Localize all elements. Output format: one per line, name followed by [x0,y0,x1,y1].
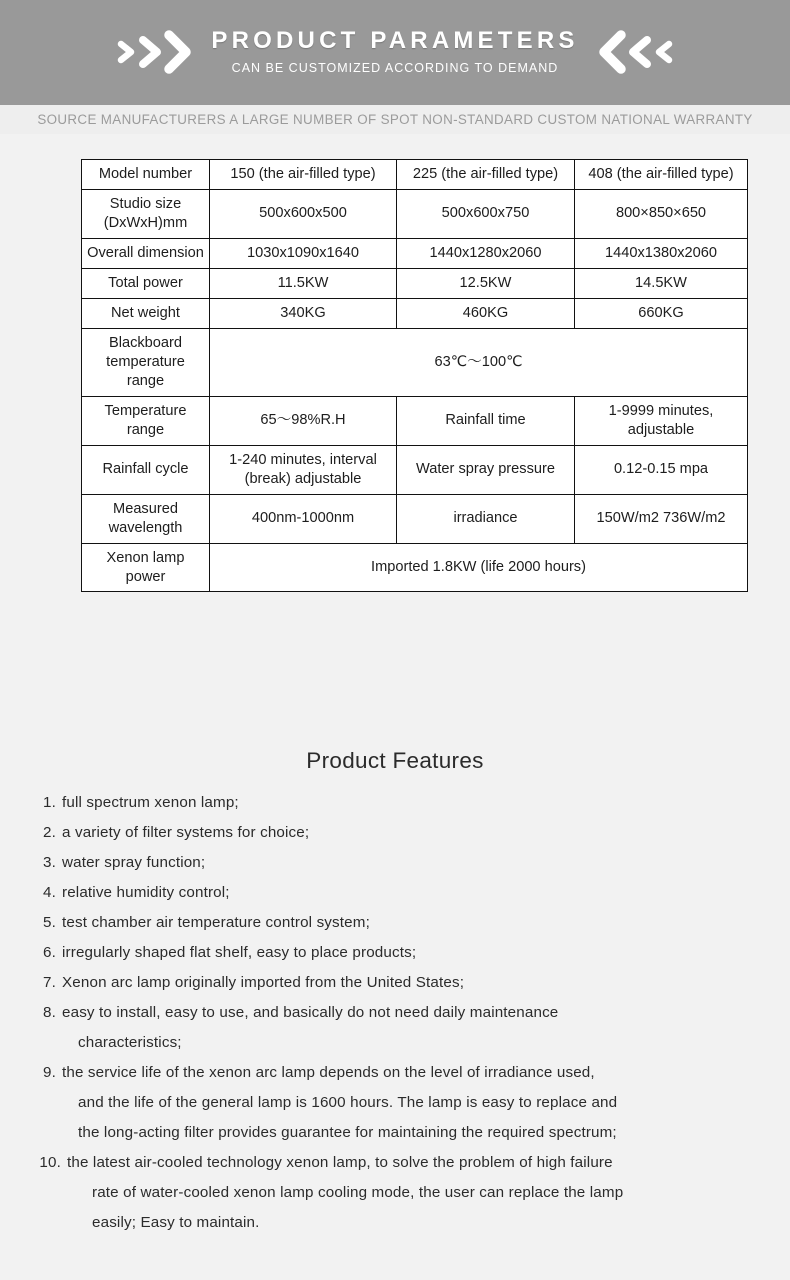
table-cell: 65～98%R.H [210,396,397,445]
feature-item-number: 3. [43,854,56,871]
table-row-header-cell: Net weight [82,298,210,328]
table-cell: 400nm-1000nm [210,494,397,543]
specification-table-container [81,159,734,592]
feature-item-line: a variety of filter systems for choice; [62,824,310,841]
table-cell: Water spray pressure [397,445,575,494]
feature-item-text [62,1058,770,1148]
specification-table [81,159,748,592]
feature-item-text [62,788,770,818]
feature-item-text [62,818,770,848]
feature-list-item [30,968,770,998]
table-cell: Imported 1.8KW (life 2000 hours) [210,543,748,592]
feature-item-number: 4. [43,884,56,901]
feature-item-line: rate of water-cooled xenon lamp cooling mode, the user can replace the lamp [92,1184,624,1201]
table-cell: 150 (the air-filled type) [210,160,397,190]
table-row [82,238,748,268]
feature-list-item [30,788,770,818]
table-row [82,543,748,592]
tagline-strip [0,105,790,134]
table-cell: 340KG [210,298,397,328]
specification-table-body [82,160,748,592]
table-cell: 500x600x750 [397,189,575,238]
chevron-left-triple-icon [597,29,673,75]
table-row [82,328,748,396]
table-cell: 500x600x500 [210,189,397,238]
chevron-right-triple-icon [117,29,193,75]
product-features-heading: Product Features [306,748,484,773]
table-cell: 14.5KW [575,268,748,298]
feature-item-line: the service life of the xenon arc lamp depends on the level of irradiance used, [62,1064,595,1081]
table-row-header-cell: Model number [82,160,210,190]
table-cell: 460KG [397,298,575,328]
feature-item-line: relative humidity control; [62,884,230,901]
table-row-header-cell: Overall dimension [82,238,210,268]
feature-item-text [67,1148,770,1238]
banner-subtitle: CAN BE CUSTOMIZED ACCORDING TO DEMAND [231,60,559,75]
feature-list-item [30,908,770,938]
table-cell: 225 (the air-filled type) [397,160,575,190]
table-cell: 11.5KW [210,268,397,298]
table-row [82,160,748,190]
feature-item-number: 7. [43,974,56,991]
feature-item-line: full spectrum xenon lamp; [62,794,239,811]
feature-list-item [30,848,770,878]
feature-item-number: 9. [43,1064,56,1081]
table-row [82,189,748,238]
feature-item-line: Xenon arc lamp originally imported from the United States; [62,974,465,991]
table-row-header-cell: Blackboard temperature range [82,328,210,396]
table-cell: 12.5KW [397,268,575,298]
feature-item-text [62,878,770,908]
feature-list-item [30,998,770,1058]
table-row-header-cell: Studio size (DxWxH)mm [82,189,210,238]
table-row-header-cell: Xenon lamp power [82,543,210,592]
feature-item-line: test chamber air temperature control system; [62,914,370,931]
table-row [82,268,748,298]
feature-item-text [62,908,770,938]
feature-item-number: 8. [43,1004,56,1021]
banner-content [117,28,672,74]
table-cell: 150W/m2 736W/m2 [575,494,748,543]
feature-list-item [30,878,770,908]
table-cell: 1440x1380x2060 [575,238,748,268]
table-row-header-cell: Temperature range [82,396,210,445]
table-row [82,396,748,445]
feature-item-number: 5. [43,914,56,931]
feature-list-item [30,1058,770,1148]
feature-item-text [62,998,770,1058]
table-cell: 63℃～100℃ [210,328,748,396]
feature-item-line: easy to install, easy to use, and basically do not need daily maintenance [62,1004,559,1021]
table-cell: irradiance [397,494,575,543]
feature-list-item [30,818,770,848]
table-cell: 1-9999 minutes, adjustable [575,396,748,445]
table-row-header-cell: Rainfall cycle [82,445,210,494]
feature-item-text [62,968,770,998]
product-features-list [30,788,770,1238]
table-row-header-cell: Measured wavelength [82,494,210,543]
feature-item-line: characteristics; [78,1034,182,1051]
feature-item-text [62,848,770,878]
feature-item-number: 6. [43,944,56,961]
feature-item-number: 10. [39,1154,61,1171]
feature-item-line: and the life of the general lamp is 1600 hours. The lamp is easy to replace and [78,1094,618,1111]
banner-title: PRODUCT PARAMETERS [211,27,579,55]
table-row [82,445,748,494]
feature-list-item [30,938,770,968]
table-cell: 408 (the air-filled type) [575,160,748,190]
table-cell: 660KG [575,298,748,328]
table-row-header-cell: Total power [82,268,210,298]
table-cell: 1-240 minutes, interval (break) adjustable [210,445,397,494]
tagline-text: SOURCE MANUFACTURERS A LARGE NUMBER OF SPOT NON-STANDARD CUSTOM NATIONAL WARRANTY [37,112,753,127]
feature-item-line: the latest air-cooled technology xenon lamp, to solve the problem of high failure [67,1154,613,1171]
table-cell: 1030x1090x1640 [210,238,397,268]
feature-item-line: irregularly shaped flat shelf, easy to place products; [62,944,417,961]
feature-item-number: 2. [43,824,56,841]
table-row [82,298,748,328]
feature-item-text [62,938,770,968]
banner-text-block [211,28,578,74]
feature-item-line: easily; Easy to maintain. [92,1214,260,1231]
table-row [82,494,748,543]
table-cell: Rainfall time [397,396,575,445]
table-cell: 800×850×650 [575,189,748,238]
feature-item-line: water spray function; [62,854,206,871]
product-parameters-banner [0,0,790,105]
table-cell: 1440x1280x2060 [397,238,575,268]
feature-list-item [30,1148,770,1238]
feature-item-line: the long-acting filter provides guarantee for maintaining the required spectrum; [78,1124,617,1141]
table-cell: 0.12-0.15 mpa [575,445,748,494]
feature-item-number: 1. [43,794,56,811]
